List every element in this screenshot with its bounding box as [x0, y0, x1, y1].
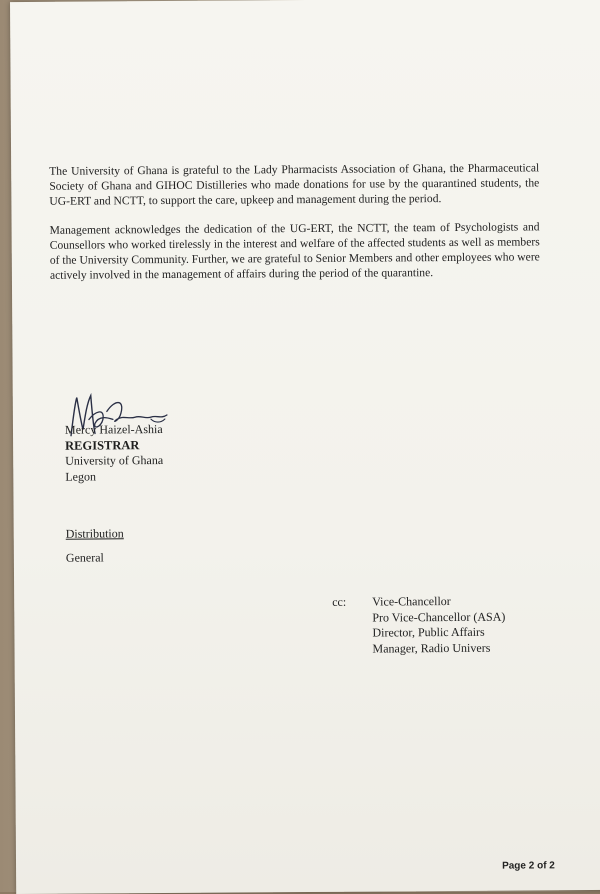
cc-recipient: Manager, Radio Univers: [372, 640, 491, 656]
distribution-heading: Distribution: [65, 526, 124, 541]
signatory-organization: University of Ghana: [65, 453, 164, 468]
cc-recipient: Vice-Chancellor: [372, 594, 451, 609]
letter-body: [49, 160, 540, 282]
document-page: [10, 0, 600, 894]
cc-recipient-list: [372, 594, 505, 657]
signatory-location: Legon: [65, 468, 97, 484]
paragraph-acknowledgement: Management acknowledges the dedication of the UG-ERT, the NCTT, the team of Psychologists and Counsellors who worked tirelessly in the interest and welfare of the affected students as well as members of the University Community. Further, we are grateful to Senior Members and other employees who were actively involved in the management of affairs during the period of the quarantine.: [49, 220, 540, 282]
cc-recipient: Director, Public Affairs: [372, 624, 485, 640]
cc-section: [332, 594, 505, 657]
signatory-title: REGISTRAR: [65, 437, 140, 453]
page-number: Page 2 of 2: [502, 860, 555, 872]
paragraph-gratitude: The University of Ghana is grateful to the Lady Pharmacists Association of Ghana, the Pharmaceutical Society of Ghana and GIHOC Distilleries who made donations for use by the quarantined students, the UG-ERT and NCTT, to support the care, upkeep and management during the period.: [49, 161, 540, 208]
distribution-section: [66, 526, 124, 565]
signatory-name: Mercy Haizel-Ashia: [64, 422, 163, 437]
distribution-value: General: [65, 550, 104, 565]
cc-recipient: Pro Vice-Chancellor (ASA): [372, 609, 506, 625]
cc-label: cc:: [332, 594, 347, 609]
signature-block: [65, 389, 164, 485]
